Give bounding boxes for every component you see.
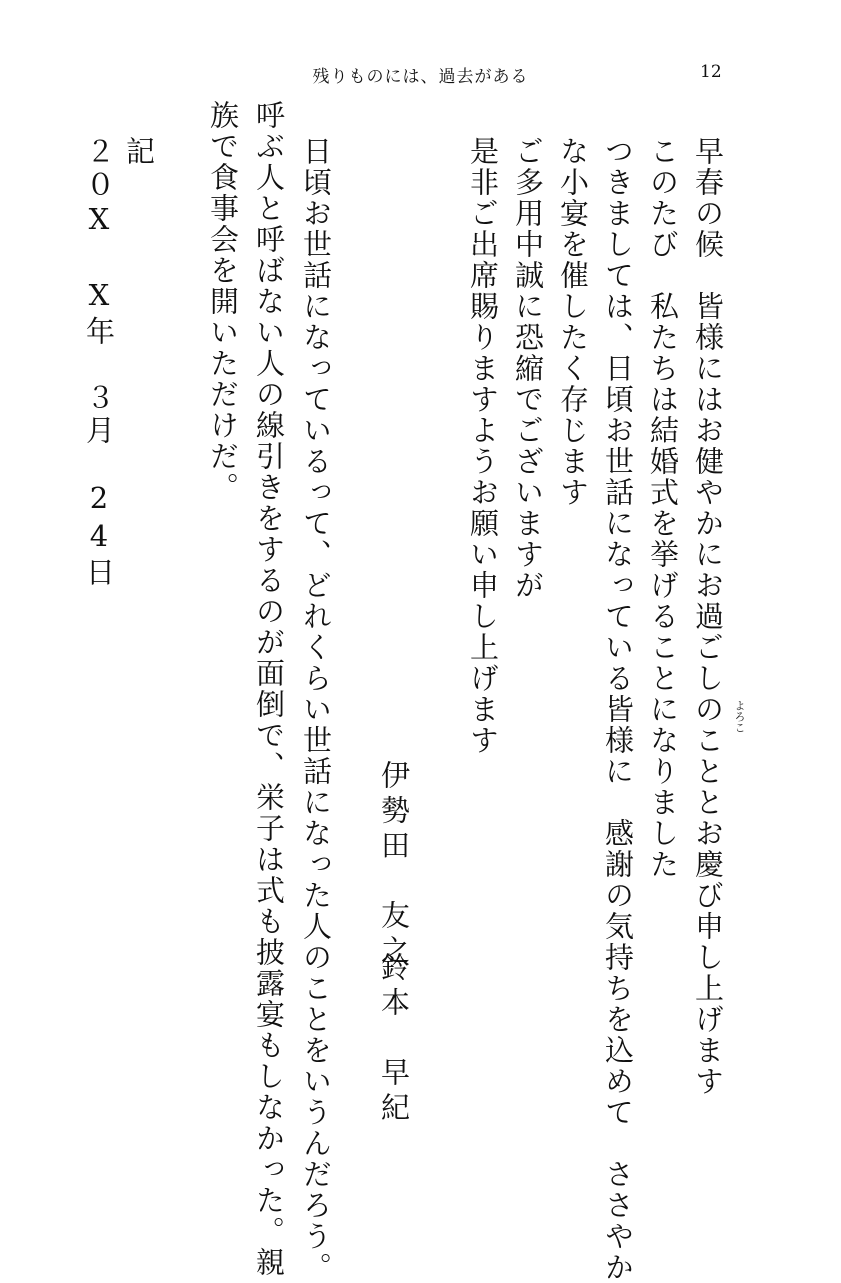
greeting-line-4: な小宴を催したく存じます bbox=[556, 136, 590, 508]
signature-name-bride: 鈴本 早紀 bbox=[377, 952, 411, 1127]
ruby-annotation: よろこ bbox=[733, 700, 746, 733]
page-number: 12 bbox=[700, 62, 722, 82]
memo-date: ２０X X年 ３月 24日 bbox=[82, 136, 116, 590]
running-title: 残りものには、過去がある bbox=[312, 67, 529, 87]
page-header bbox=[0, 62, 841, 92]
narrative-line-2: 呼ぶ人と呼ばない人の線引きをするのが面倒で、栄子は式も披露宴もしなかった。親 bbox=[252, 100, 286, 1278]
greeting-line-3: つきましては、日頃お世話になっている皆様に 感謝の気持ちを込めて ささやか bbox=[601, 136, 635, 1283]
narrative-line-3: 族で食事会を開いただけだ。 bbox=[206, 100, 240, 503]
greeting-line-1: 早春の候 皆様にはお健やかにお過ごしのこととお慶び申し上げます bbox=[691, 136, 725, 1097]
narrative-line-1: 日頃お世話になっているって、どれくらい世話になった人のことをいうんだろう。 bbox=[299, 136, 333, 1283]
signature-name-groom: 伊勢田 友之 bbox=[377, 760, 411, 970]
memo-ki: 記 bbox=[122, 136, 156, 167]
greeting-line-6: 是非ご出席賜りますようお願い申し上げます bbox=[466, 136, 500, 756]
greeting-line-2: このたび 私たちは結婚式を挙げることになりました bbox=[646, 136, 680, 880]
greeting-line-5: ご多用中誠に恐縮でございますが bbox=[511, 136, 545, 601]
